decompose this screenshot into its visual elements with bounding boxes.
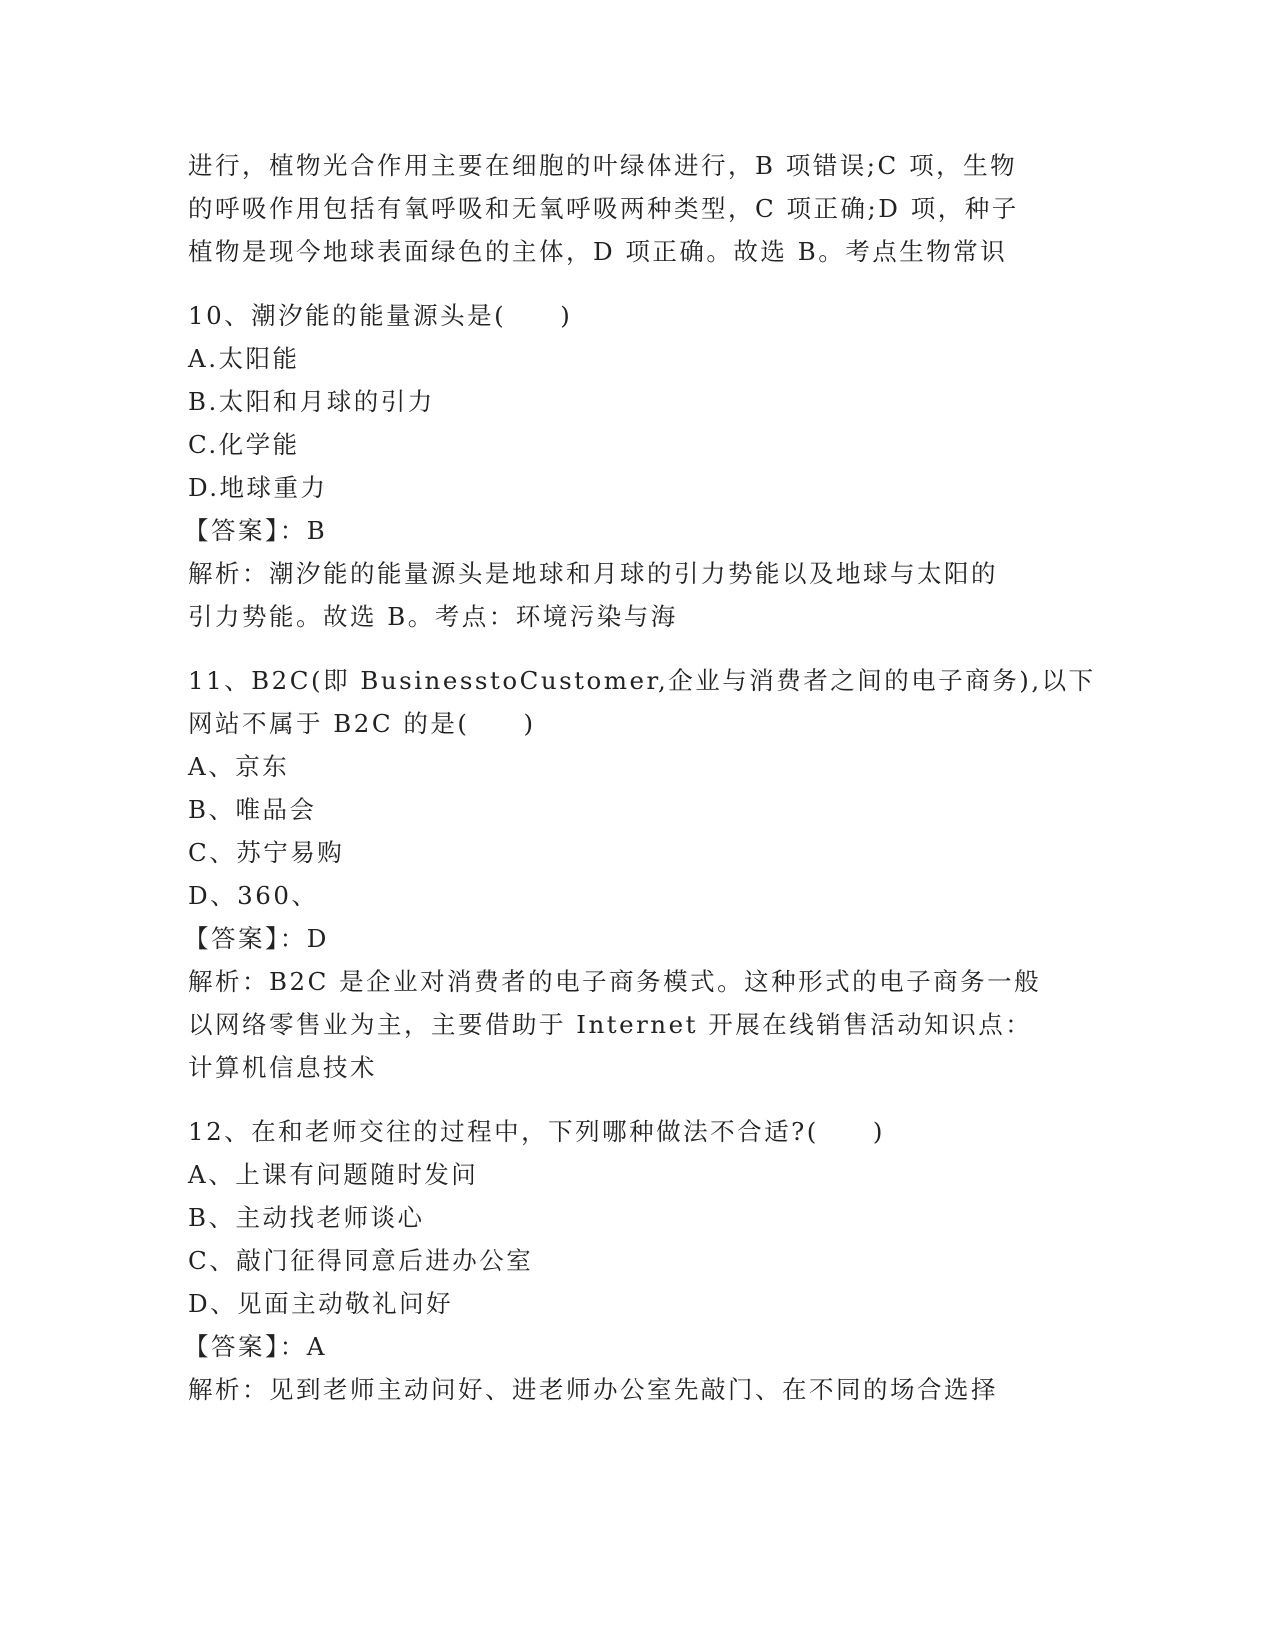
option-b: B.太阳和月球的引力 — [188, 387, 435, 416]
answer-label: 【答案】：D — [184, 924, 329, 953]
option-b: B、唯品会 — [188, 795, 317, 824]
question-10 — [184, 294, 1088, 638]
option-d: D、360、 — [188, 881, 319, 910]
intro-line: 的呼吸作用包括有氧呼吸和无氧呼吸两种类型，C 项正确;D 项，种子 — [188, 194, 1019, 223]
explanation-line: 引力势能。故选 B。考点：环境污染与海 — [188, 602, 678, 631]
document-content — [184, 144, 1096, 1411]
option-c: C、苏宁易购 — [188, 838, 345, 867]
option-c: C.化学能 — [188, 430, 300, 459]
explanation-line: 解析：潮汐能的能量源头是地球和月球的引力势能以及地球与太阳的 — [188, 559, 998, 588]
explanation-line: 解析：见到老师主动问好、进老师办公室先敲门、在不同的场合选择 — [188, 1375, 998, 1404]
option-c: C、敲门征得同意后进办公室 — [188, 1246, 534, 1275]
option-d: D.地球重力 — [188, 473, 328, 502]
answer-label: 【答案】：B — [184, 516, 328, 545]
question-stem: 12、在和老师交往的过程中，下列哪种做法不合适?( ) — [188, 1117, 885, 1146]
intro-line: 进行，植物光合作用主要在细胞的叶绿体进行，B 项错误;C 项，生物 — [188, 151, 1018, 180]
option-a: A、上课有问题随时发问 — [188, 1160, 479, 1189]
question-stem: 网站不属于 B2C 的是( ) — [188, 709, 536, 738]
option-a: A.太阳能 — [188, 344, 300, 373]
intro-explanation — [188, 144, 1088, 273]
question-stem: 11、B2C(即 BusinesstoCustomer,企业与消费者之间的电子商务),以下 — [188, 666, 1096, 695]
option-b: B、主动找老师谈心 — [188, 1203, 425, 1232]
question-12 — [184, 1110, 1088, 1411]
explanation-line: 解析：B2C 是企业对消费者的电子商务模式。这种形式的电子商务一般 — [188, 967, 1042, 996]
question-11 — [184, 659, 1096, 1089]
question-stem: 10、潮汐能的能量源头是( ) — [188, 301, 573, 330]
explanation-line: 以网络零售业为主，主要借助于 Internet 开展在线销售活动知识点： — [188, 1010, 1033, 1039]
intro-line: 植物是现今地球表面绿色的主体，D 项正确。故选 B。考点生物常识 — [188, 237, 1008, 266]
explanation-line: 计算机信息技术 — [188, 1053, 377, 1082]
option-d: D、见面主动敬礼问好 — [188, 1289, 454, 1318]
answer-label: 【答案】：A — [184, 1332, 327, 1361]
option-a: A、京东 — [188, 752, 290, 781]
